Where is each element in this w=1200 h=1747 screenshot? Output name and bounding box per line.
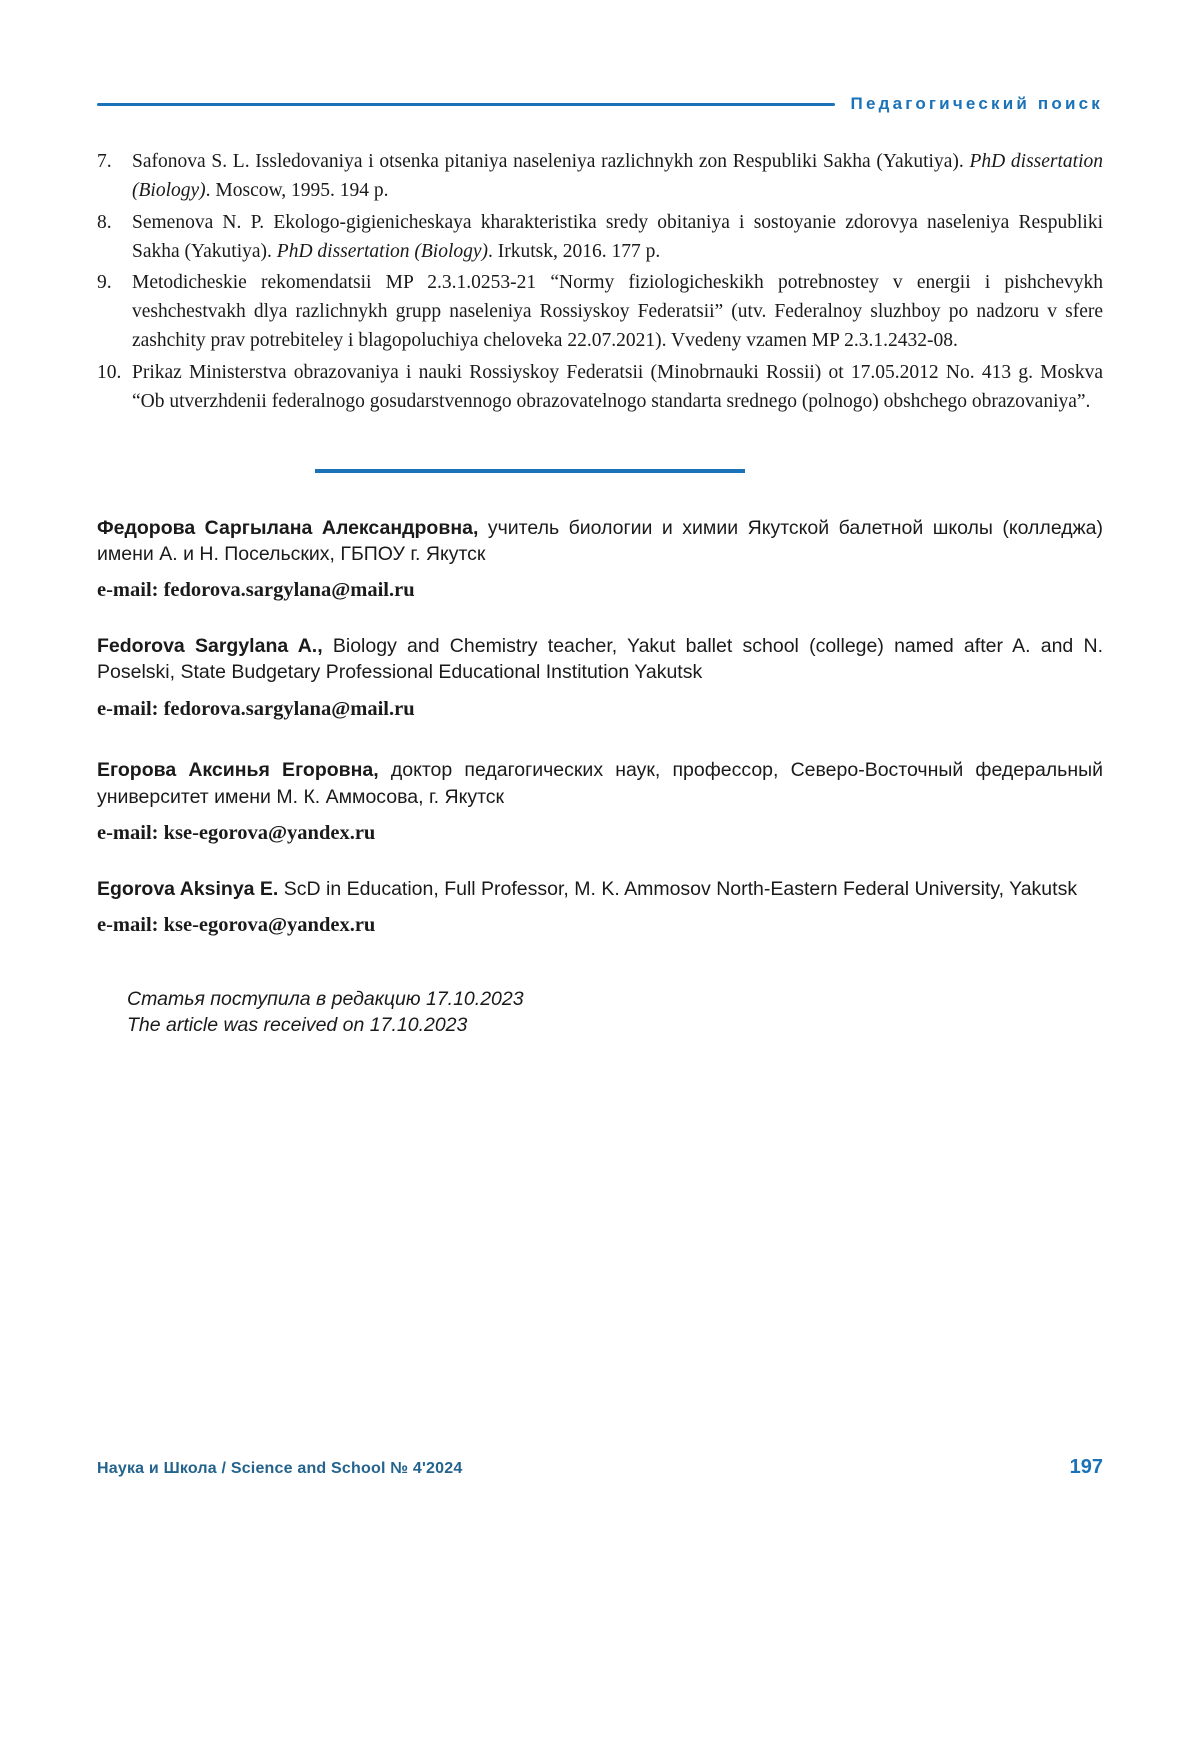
reference-item	[97, 148, 1103, 206]
reference-number: 7.	[97, 151, 112, 172]
author-block-en	[97, 876, 1103, 940]
reference-text	[132, 212, 1103, 262]
page-footer	[97, 1456, 1103, 1479]
reference-text-italic: PhD dissertation (Biology)	[276, 240, 489, 262]
email-line	[97, 820, 1103, 848]
reference-item	[97, 269, 1103, 356]
references-list	[97, 148, 1103, 417]
reference-text	[132, 362, 1103, 412]
email-address: fedorova.sargylana@mail.ru	[163, 579, 415, 602]
author-line	[97, 633, 1103, 686]
author-description: Biology and Chemistry teacher, Yakut ballet school (college) named after A. and N. Poselski, State Budgetary Professional Educational Institution Yakutsk	[97, 635, 1103, 684]
footer-page-number: 197	[1069, 1456, 1103, 1478]
author-line	[97, 515, 1103, 568]
author-name: Fedorova Sargylana A.,	[97, 635, 323, 658]
reference-number: 9.	[97, 272, 112, 294]
email-line	[97, 577, 1103, 605]
header-rule	[97, 103, 835, 106]
author-name: Федорова Саргылана Александровна,	[97, 516, 479, 539]
section-header-label: Педагогический поиск	[850, 94, 1103, 113]
section-divider	[315, 469, 745, 473]
email-label: e-mail:	[97, 579, 159, 602]
author-block-ru	[97, 757, 1103, 847]
reference-text-segment: Semenova N. P. Ekologo-gigienicheskaya kharakteristika sredy obitaniya i sostoyanie zdorovya naseleniya Respubliki Sakha (Yakutiya).	[132, 211, 1103, 262]
reference-number: 8.	[97, 211, 112, 233]
reference-text	[132, 151, 1103, 201]
reference-text-segment: Safonova S. L. Issledovaniya i otsenka pitaniya naseleniya razlichnykh zon Respubliki Sakha (Yakutiya).	[132, 151, 970, 172]
reference-text	[132, 272, 1103, 351]
received-note	[127, 986, 1103, 1039]
reference-text-italic: PhD dissertation (Biology)	[132, 151, 1103, 201]
author-description: ScD in Education, Full Professor, M. K. Ammosov North-Eastern Federal University, Yakutsk	[283, 877, 1078, 900]
reference-number: 10.	[97, 362, 122, 384]
received-note-en: The article was received on 17.10.2023	[127, 1013, 468, 1036]
author-line	[97, 876, 1103, 902]
email-label: e-mail:	[97, 821, 159, 844]
reference-text-segment: Prikaz Ministerstva obrazovaniya i nauki Rossiyskoy Federatsii (Minobrnauki Rossii) ot 17.05.2012 No. 413 g. Moskva “Ob utverzhdenii federalnogo gosudarstvennogo obrazovatelnogo standarta srednego (polnogo) obshchego obrazovaniya”.	[132, 362, 1103, 412]
received-note-ru: Статья поступила в редакцию 17.10.2023	[127, 987, 524, 1010]
reference-item	[97, 359, 1103, 417]
reference-item	[97, 209, 1103, 267]
email-address: kse-egorova@yandex.ru	[163, 913, 376, 936]
email-label: e-mail:	[97, 697, 159, 720]
email-address: fedorova.sargylana@mail.ru	[163, 697, 415, 720]
page-header	[97, 94, 1103, 114]
author-name: Егорова Аксинья Егоровна,	[97, 759, 379, 782]
author-description: доктор педагогических наук, профессор, Северо-Восточный федеральный университет имени М. К. Аммосова, г. Якутск	[97, 759, 1104, 808]
author-name: Egorova Aksinya E.	[97, 877, 279, 900]
footer-journal-title: Наука и Школа / Science and School № 4'2024	[97, 1460, 463, 1477]
reference-text-segment: . Irkutsk, 2016. 177 p.	[488, 240, 661, 262]
email-line	[97, 912, 1103, 940]
email-label: e-mail:	[97, 913, 159, 936]
reference-text-segment: . Moscow, 1995. 194 p.	[205, 179, 389, 201]
author-line	[97, 757, 1103, 810]
author-block-en	[97, 633, 1103, 723]
author-description: учитель биологии и химии Якутской балетной школы (колледжа) имени А. и Н. Посельских, ГБПОУ г. Якутск	[97, 516, 1103, 566]
email-address: kse-egorova@yandex.ru	[163, 821, 376, 844]
authors-section	[97, 515, 1103, 940]
email-line	[97, 696, 1103, 724]
reference-text-segment: Metodicheskie rekomendatsii MP 2.3.1.0253-21 “Normy fiziologicheskikh potrebnostey v energii i pishchevykh veshchestvakh dlya razlichnykh grupp naseleniya Rossiyskoy Federatsii” (utv. Federalnoy sluzhboy po nadzoru v sfere zashchity prav potrebiteley i blagopoluchiya cheloveka 22.07.2021). Vvedeny vzamen MP 2.3.1.2432-08.	[132, 272, 1103, 352]
author-block-ru	[97, 515, 1103, 605]
